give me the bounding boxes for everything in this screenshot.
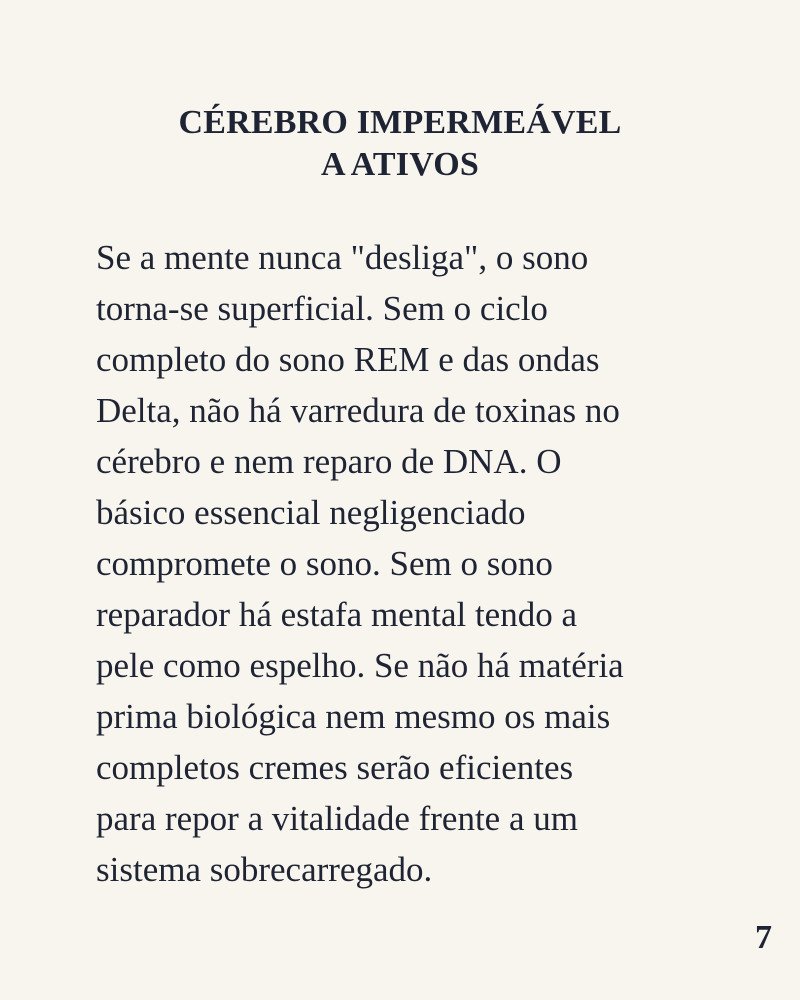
page-number: 7	[755, 919, 772, 956]
paragraph-line: compromete o sono. Sem o sono	[96, 544, 553, 583]
paragraph-line: prima biológica nem mesmo os mais	[96, 697, 611, 736]
paragraph-line: pele como espelho. Se não há matéria	[96, 646, 624, 685]
paragraph-line: completo do sono REM e das ondas	[96, 340, 600, 379]
paragraph-line: básico essencial negligenciado	[96, 493, 526, 532]
paragraph-line: Delta, não há varredura de toxinas no	[96, 391, 620, 430]
paragraph-line: torna-se superficial. Sem o ciclo	[96, 289, 548, 328]
paragraph-line: completos cremes serão eficientes	[96, 748, 574, 787]
paragraph-line: para repor a vitalidade frente a um	[96, 799, 578, 838]
title-line-1: CÉREBRO IMPERMEÁVEL	[178, 103, 622, 141]
page-title	[0, 102, 800, 186]
paragraph-line: reparador há estafa mental tendo a	[96, 595, 577, 634]
paragraph-line: Se a mente nunca "desliga", o sono	[96, 238, 589, 277]
body-paragraph	[96, 232, 746, 895]
title-line-2: A ATIVOS	[320, 145, 480, 183]
paragraph-line: cérebro e nem reparo de DNA. O	[96, 442, 562, 481]
paragraph-line: sistema sobrecarregado.	[96, 850, 433, 889]
